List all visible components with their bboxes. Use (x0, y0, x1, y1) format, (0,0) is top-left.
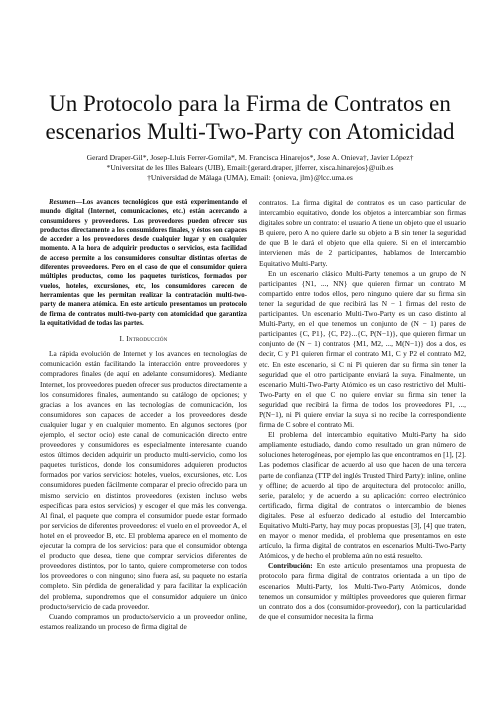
contribution-label: Contribución: (268, 561, 313, 571)
author-block (10, 153, 490, 183)
body-paragraph-2: En un escenario clásico Multi-Party tenemos a un grupo de N participantes {N1, ..., NN} que quieren firmar un contrato M compartido entre todos ellos, pero ninguno quiere dar su firma sin tener la seguridad de que recibirá las N − 1 firmas del resto de participantes. Un escenario Multi-Two-Party es un caso distinto al Multi-Party, en el que tenemos un conjunto de (N − 1) pares de participantes {C, P1}, {C, P2}...{C, P(N−1)}, que quieren firmar un conjunto de (N − 1) contratos {M1, M2, ..., M(N−1)} dos a dos, es decir, C y P1 quieren firmar el contrato M1, C y P2 el contrato M2, etc. En este escenario, si C ni Pi quieren dar su firma sin tener la seguridad que el otro participante enviará la suya. Finalmente, un escenario Multi-Two-Party Atómico es un caso restrictivo del Multi-Two-Party en el que C no quiere enviar su firma sin tener la seguridad que recibirá la firma de todos los proveedores P1, ..., P(N−1), ni Pi quiere enviar la suya si no recibe la correspondiente firma de C sobre el contrato Mi. (259, 268, 466, 430)
author-list: Gerard Draper-Gil*, Josep-Lluís Ferrer-Gomila*, M. Francisca Hinarejos*, Jose A. Onieva†, Javier López† (86, 153, 414, 162)
intro-paragraph-2: Cuando compramos un producto/servicio a un proveedor online, estamos realizando un proceso de firma digital de (40, 611, 247, 631)
abstract (40, 198, 247, 328)
body-paragraph-3: El problema del intercambio equitativo Multi-Party ha sido ampliamente estudiado, dando como resultado un gran número de soluciones heterogéneas, por ejemplo las que encontramos en [1], [2]. Las podemos clasificar de acuerdo al uso que hacen de una tercera parte de confianza (TTP del inglés Trusted Third Party): inline, online y offline; de acuerdo al tipo de arquitectura del protocolo: anillo, serie, paralelo; y de acuerdo a su aplicación: correo electrónico certificado, firma digital de contratos o intercambio de bienes digitales. Pese al esfuerzo dedicado al estudio del Intercambio Equitativo Multi-Party, hay muy pocas propuestas [3], [4] que traten, en mayor o menor medida, el problema que presentamos en este artículo, la firma digital de contratos en escenarios Multi-Two-Party Atómicos, y de hecho el problema aún no está resuelto. (259, 430, 466, 561)
abstract-text: —Los avances tecnológicos que está experimentando el mundo digital (Internet, comunicaciones, etc.) están acercando a consumidores y proveedores. Los proveedores pueden ofrecer sus productos directamente a los consumidores finales, y éstos son capaces de acceder a los proveedores desde cualquier lugar y en cualquier momento. A la hora de adquirir productos o servicios, esta facilidad de acceso permite a los consumidores consultar distintas ofertas de diferentes proveedores. Pero en el caso de que el consumidor quiera múltiples productos, como los paquetes turísticos, formados por vuelos, hoteles, excursiones, etc, los consumidores carecen de herramientas que les permitan realizar la contratación multi-two-party de manera atómica. En este artículo presentamos un protocolo de firma de contratos multi-two-party con atomicidad que garantiza la equitatividad de todas las partes. (40, 199, 247, 327)
intro-paragraph-1: La rápida evolución de Internet y los avances en tecnologías de comunicación están facilitando la interacción entre proveedores y compradores finales (de aquí en adelante consumidores). Mediante Internet, los proveedores pueden ofrecer sus productos directamente a los consumidores finales, aumentando su catálogo de opciones; y gracias a los avances en las tecnologías de comunicación, los consumidores son capaces de acceder a los proveedores desde cualquier lugar y en cualquier momento. En algunos sectores (por ejemplo, el sector ocio) este canal de comunicación directo entre proveedores y consumidores es especialmente interesante cuando estos últimos deciden adquirir un producto multi-servicio, como los paquetes turísticos, donde los consumidores adquieren productos formados por varios servicios: hoteles, vuelos, excursiones, etc. Los consumidores pueden fácilmente comparar el precio ofrecido para un mismo servicio en distintos proveedores (existen incluso webs específicas para estos servicios) y escoger el que más les convenga. Al final, el paquete que compra el consumidor puede estar formado por servicios de diferentes proveedores: el vuelo en el proveedor A, el hotel en el proveedor B, etc. El problema aparece en el momento de ejecutar la compra de los servicios: para que el consumidor obtenga el producto que desea, tiene que comprar servicios diferentes de proveedores distintos, por lo tanto, quiere comprometerse con todos los proveedores o con ninguno; sino fuera así, su paquete no estaría completo. Sin pérdida de generalidad y para facilitar la explicación del problema, supondremos que el consumidor adquiere un único producto/servicio de cada proveedor. (40, 349, 247, 611)
body-paragraph-4 (259, 561, 466, 622)
affiliation-uma: †Universidad de Málaga (UMA), Email: {onieva, jlm}@lcc.uma.es (147, 173, 353, 182)
paper-title (20, 90, 480, 146)
left-column (40, 198, 247, 632)
affiliation-uib: *Universitat de les Illes Balears (UIB), Email:{gerard.draper, jlferrer, xisca.hinarejos}@uib.es (106, 163, 394, 172)
body-paragraph-1: contratos. La firma digital de contratos es un caso particular de intercambio equitativo, donde los objetos a intercambiar son firmas digitales sobre un contrato: el usuario A tiene un objeto que el usuario B quiere, pero A no quiere darle su objeto a B sin tener la seguridad de que B le dará el objeto que ella quiere. Si en el intercambio intervienen más de 2 participantes, hablamos de Intercambio Equitativo Multi-Party. (259, 198, 466, 268)
title-line-2: escenarios Multi-Two-Party con Atomicidad (45, 119, 455, 144)
title-line-1: Un Protocolo para la Firma de Contratos en (49, 91, 451, 116)
contribution-text: En este artículo presentamos una propuesta de protocolo para firma digital de contratos orientada a un tipo de escenarios Multi-Party, los Multi-Two-Party Atómicos, donde tenemos un consumidor y múltiples proveedores que quieren firmar un contrato dos a dos (consumidor-proveedor), con la particularidad de que el consumidor necesita la firma (259, 561, 466, 621)
section-heading-introduction: I. Introducción (119, 334, 168, 344)
right-column (259, 198, 466, 622)
abstract-label: Resumen (49, 199, 76, 206)
